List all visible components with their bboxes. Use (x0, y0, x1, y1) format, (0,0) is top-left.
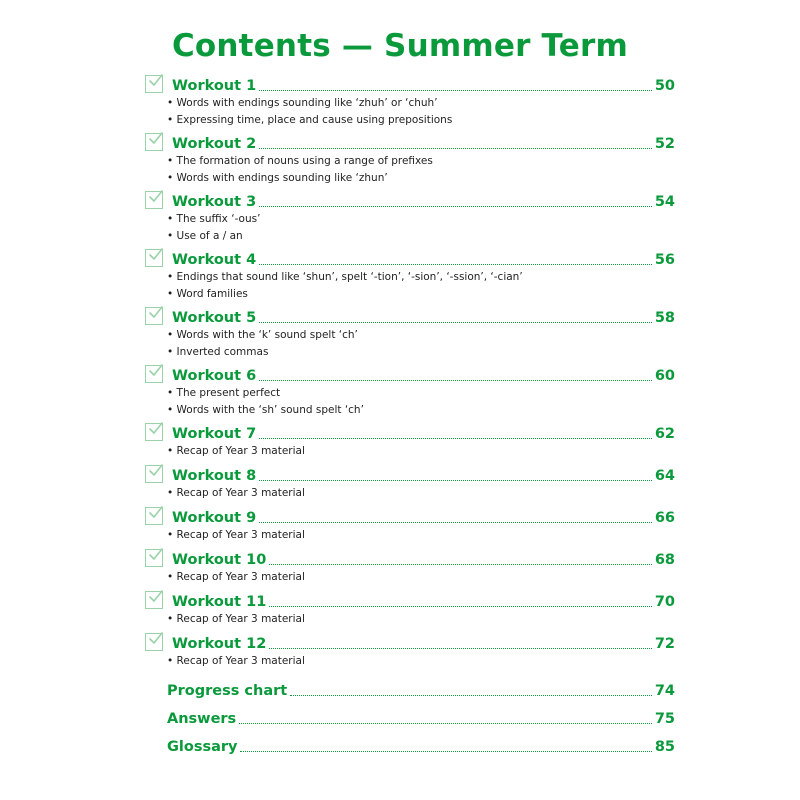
page-number: 58 (654, 310, 675, 326)
toc-entry-workout-9 (145, 503, 675, 544)
toc-entry-row (145, 503, 675, 527)
toc-entry-workout-7 (145, 419, 675, 460)
entry-title: Workout 5 (172, 310, 257, 326)
entry-title: Workout 11 (172, 594, 267, 610)
dot-leader (259, 322, 652, 323)
page-title: Contents — Summer Term (171, 28, 629, 64)
topic-item: • Recap of Year 3 material (167, 527, 675, 544)
dot-leader (239, 723, 652, 724)
toc-entry-workout-10 (145, 545, 675, 586)
toc-entry-workout-2 (145, 129, 675, 187)
topic-item: • Words with endings sounding like ‘zhuh’ or ‘chuh’ (167, 95, 675, 112)
toc-entry-row (145, 461, 675, 485)
toc-entry-workout-11 (145, 587, 675, 628)
dot-leader (269, 648, 652, 649)
page-number: 64 (654, 468, 675, 484)
topic-item: • Recap of Year 3 material (167, 653, 675, 670)
topic-item: • Words with the ‘k’ sound spelt ‘ch’ (167, 327, 675, 344)
topic-item: • Use of a / an (167, 228, 675, 245)
toc-entry-workout-12 (145, 629, 675, 670)
topic-list (145, 327, 675, 361)
checkbox-icon[interactable] (145, 307, 163, 325)
toc-entry-row (145, 587, 675, 611)
topic-item: • Words with the ‘sh’ sound spelt ‘ch’ (167, 402, 675, 419)
topic-item: • Words with endings sounding like ‘zhun’ (167, 170, 675, 187)
page-number: 60 (654, 368, 675, 384)
page-number: 75 (654, 711, 675, 727)
toc-entry-progress-chart (167, 678, 675, 700)
topic-list (145, 153, 675, 187)
entry-title: Workout 3 (172, 194, 257, 210)
page-number: 74 (654, 683, 675, 699)
toc-entry-row (145, 129, 675, 153)
toc-entry-row (145, 545, 675, 569)
entry-title: Glossary (167, 739, 238, 755)
topic-item: • The suffix ‘-ous’ (167, 211, 675, 228)
page-number: 66 (654, 510, 675, 526)
toc-entry-glossary (167, 734, 675, 756)
entry-title: Workout 8 (172, 468, 257, 484)
topic-item: • The present perfect (167, 385, 675, 402)
dot-leader (259, 148, 652, 149)
topic-item: • Recap of Year 3 material (167, 611, 675, 628)
topic-item: • Word families (167, 286, 675, 303)
topic-list (145, 527, 675, 544)
toc-entry-workout-5 (145, 303, 675, 361)
topic-list (145, 385, 675, 419)
topic-list (145, 269, 675, 303)
toc-entry-workout-8 (145, 461, 675, 502)
page-number: 54 (654, 194, 675, 210)
dot-leader (259, 522, 652, 523)
dot-leader (240, 751, 651, 752)
dot-leader (269, 564, 652, 565)
page-number: 68 (654, 552, 675, 568)
toc-entry-row (145, 71, 675, 95)
toc-entry-workout-4 (145, 245, 675, 303)
dot-leader (259, 206, 652, 207)
topic-item: • Recap of Year 3 material (167, 485, 675, 502)
page-number: 52 (654, 136, 675, 152)
checkbox-icon[interactable] (145, 75, 163, 93)
entry-title: Answers (167, 711, 237, 727)
entry-title: Workout 6 (172, 368, 257, 384)
checkbox-icon[interactable] (145, 549, 163, 567)
topic-list (145, 653, 675, 670)
page-number: 50 (654, 78, 675, 94)
dot-leader (269, 606, 652, 607)
dot-leader (290, 695, 652, 696)
toc-entry-workout-6 (145, 361, 675, 419)
entry-title: Workout 12 (172, 636, 267, 652)
page-number: 85 (654, 739, 675, 755)
checkbox-icon[interactable] (145, 507, 163, 525)
dot-leader (259, 438, 652, 439)
toc-entry-workout-1 (145, 71, 675, 129)
entry-title: Workout 4 (172, 252, 257, 268)
topic-item: • Endings that sound like ‘shun’, spelt ‘-tion’, ‘-sion’, ‘-ssion’, ‘-cian’ (167, 269, 675, 286)
checkbox-icon[interactable] (145, 191, 163, 209)
topic-item: • Recap of Year 3 material (167, 569, 675, 586)
topic-list (145, 485, 675, 502)
entry-title: Workout 7 (172, 426, 257, 442)
toc-entry-row (145, 245, 675, 269)
entry-title: Workout 2 (172, 136, 257, 152)
toc-entry-row (145, 419, 675, 443)
dot-leader (259, 90, 652, 91)
page-number: 62 (654, 426, 675, 442)
topic-item: • Expressing time, place and cause using prepositions (167, 112, 675, 129)
checkbox-icon[interactable] (145, 633, 163, 651)
toc-entry-row (145, 303, 675, 327)
topic-item: • Recap of Year 3 material (167, 443, 675, 460)
toc-entry-row (145, 361, 675, 385)
entry-title: Progress chart (167, 683, 288, 699)
checkbox-icon[interactable] (145, 249, 163, 267)
topic-list (145, 211, 675, 245)
entry-title: Workout 9 (172, 510, 257, 526)
checkbox-icon[interactable] (145, 133, 163, 151)
entry-title: Workout 1 (172, 78, 257, 94)
dot-leader (259, 264, 652, 265)
toc-entry-answers (167, 706, 675, 728)
topic-list (145, 95, 675, 129)
topic-item: • The formation of nouns using a range of prefixes (167, 153, 675, 170)
topic-list (145, 569, 675, 586)
dot-leader (259, 480, 652, 481)
entry-title: Workout 10 (172, 552, 267, 568)
topic-list (145, 611, 675, 628)
toc-entry-row (145, 187, 675, 211)
checkbox-icon[interactable] (145, 423, 163, 441)
topic-list (145, 443, 675, 460)
toc-entry-workout-3 (145, 187, 675, 245)
topic-item: • Inverted commas (167, 344, 675, 361)
page-number: 70 (654, 594, 675, 610)
checkbox-icon[interactable] (145, 465, 163, 483)
page-number: 72 (654, 636, 675, 652)
dot-leader (259, 380, 652, 381)
checkbox-icon[interactable] (145, 365, 163, 383)
checkbox-icon[interactable] (145, 591, 163, 609)
toc-entry-row (145, 629, 675, 653)
page-number: 56 (654, 252, 675, 268)
